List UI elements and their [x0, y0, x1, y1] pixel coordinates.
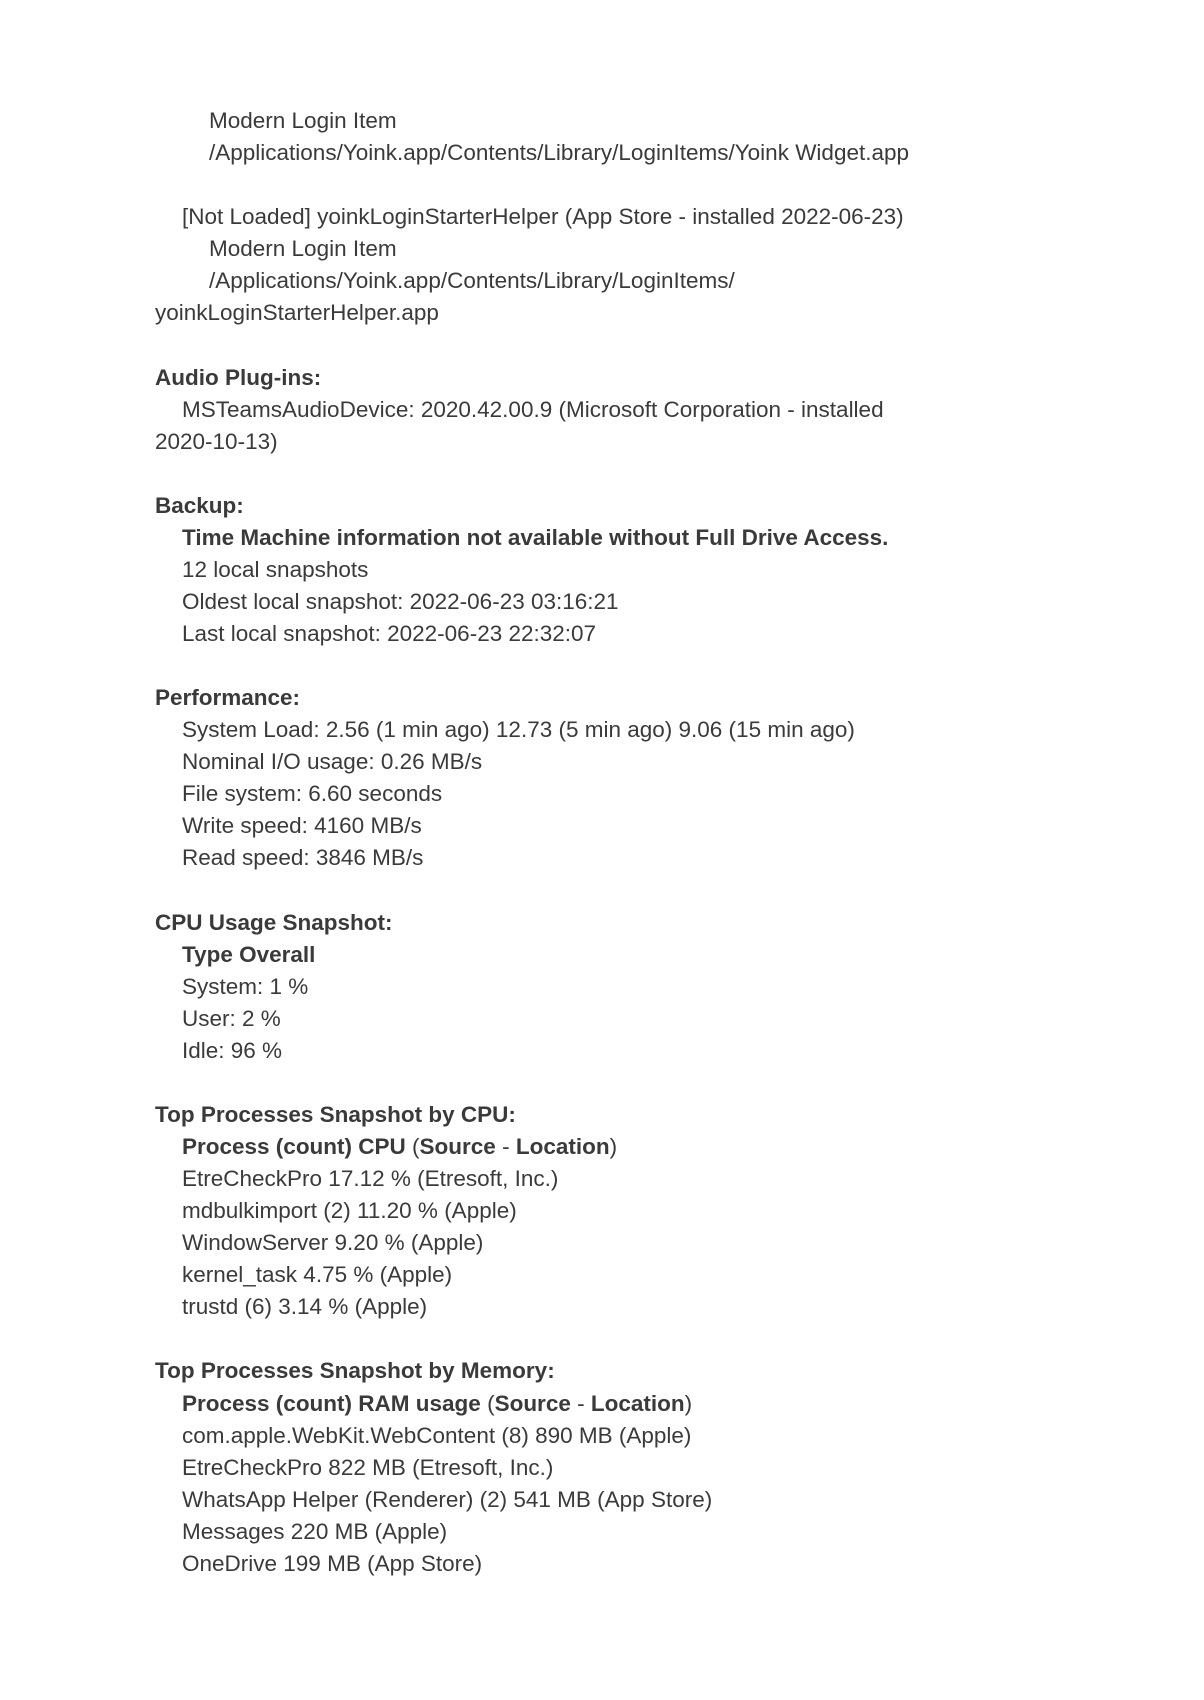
top-memory-process: EtreCheckPro 822 MB (Etresoft, Inc.): [182, 1454, 554, 1480]
login-item-kind: Modern Login Item: [209, 236, 397, 262]
performance-item: System Load: 2.56 (1 min ago) 12.73 (5 min ago) 9.06 (15 min ago): [182, 717, 855, 743]
section-heading-top-cpu: Top Processes Snapshot by CPU:: [155, 1101, 516, 1127]
audio-plugin-entry-continued: 2020-10-13): [155, 428, 278, 454]
performance-item: Write speed: 4160 MB/s: [182, 813, 422, 839]
spacer: [155, 458, 1155, 490]
header-source: Source: [419, 1134, 496, 1159]
cpu-usage-column-header: Type Overall: [182, 941, 316, 967]
header-location: Location: [590, 1390, 685, 1416]
cpu-usage-item: User: 2 %: [182, 1005, 281, 1031]
header-process-ram: Process (count) RAM usage: [182, 1390, 481, 1416]
login-item-path: /Applications/Yoink.app/Contents/Library/LoginItems/Yoink Widget.app: [209, 140, 910, 166]
performance-item: Read speed: 3846 MB/s: [182, 845, 424, 871]
top-memory-column-header: [155, 1388, 1155, 1420]
top-cpu-process: kernel_task 4.75 % (Apple): [182, 1262, 453, 1288]
header-paren-open: (: [405, 1134, 420, 1159]
top-memory-process: com.apple.WebKit.WebContent (8) 890 MB (Apple): [182, 1422, 692, 1448]
spacer: [155, 329, 1155, 361]
header-separator: -: [570, 1390, 591, 1416]
header-source: Source: [494, 1390, 571, 1416]
backup-item: Oldest local snapshot: 2022-06-23 03:16:21: [182, 588, 619, 614]
spacer: [155, 1067, 1155, 1099]
header-separator: -: [495, 1134, 516, 1159]
top-memory-process: OneDrive 199 MB (App Store): [182, 1550, 483, 1576]
header-paren-open: (: [480, 1390, 495, 1416]
section-heading-top-memory: Top Processes Snapshot by Memory:: [155, 1358, 555, 1384]
cpu-usage-item: Idle: 96 %: [182, 1037, 283, 1063]
top-memory-process: Messages 220 MB (Apple): [182, 1518, 448, 1544]
login-item-kind: Modern Login Item: [209, 108, 397, 133]
top-cpu-process: mdbulkimport (2) 11.20 % (Apple): [182, 1198, 517, 1224]
spacer: [155, 650, 1155, 682]
top-cpu-column-header: [155, 1131, 1155, 1163]
spacer: [155, 875, 1155, 907]
section-heading-audio-plugins: Audio Plug-ins:: [155, 364, 322, 390]
header-paren-close: ): [684, 1390, 693, 1416]
backup-item: Last local snapshot: 2022-06-23 22:32:07: [182, 621, 597, 646]
header-location: Location: [515, 1134, 610, 1159]
performance-item: File system: 6.60 seconds: [182, 781, 443, 807]
top-memory-process: WhatsApp Helper (Renderer) (2) 541 MB (App Store): [182, 1486, 713, 1512]
section-heading-cpu-usage: CPU Usage Snapshot:: [155, 909, 393, 935]
login-item-path: /Applications/Yoink.app/Contents/Library/LoginItems/: [209, 268, 735, 294]
audio-plugin-entry: MSTeamsAudioDevice: 2020.42.00.9 (Microsoft Corporation - installed: [182, 396, 884, 422]
section-heading-performance: Performance:: [155, 685, 301, 711]
section-heading-backup: Backup:: [155, 492, 244, 518]
header-paren-close: ): [609, 1134, 618, 1159]
backup-notice: Time Machine information not available without Full Drive Access.: [182, 524, 889, 550]
spacer: [155, 169, 1155, 201]
report-document: [155, 105, 1155, 1580]
spacer: [155, 1323, 1155, 1355]
top-cpu-process: EtreCheckPro 17.12 % (Etresoft, Inc.): [182, 1166, 559, 1192]
performance-item: Nominal I/O usage: 0.26 MB/s: [182, 749, 483, 775]
backup-item: 12 local snapshots: [182, 556, 369, 582]
header-process-cpu: Process (count) CPU: [182, 1134, 406, 1159]
top-cpu-process: trustd (6) 3.14 % (Apple): [182, 1294, 428, 1320]
login-item-path-continued: yoinkLoginStarterHelper.app: [155, 300, 439, 326]
cpu-usage-item: System: 1 %: [182, 973, 309, 999]
top-cpu-process: WindowServer 9.20 % (Apple): [182, 1230, 484, 1256]
login-item-title: [Not Loaded] yoinkLoginStarterHelper (App Store - installed 2022-06-23): [182, 204, 904, 230]
